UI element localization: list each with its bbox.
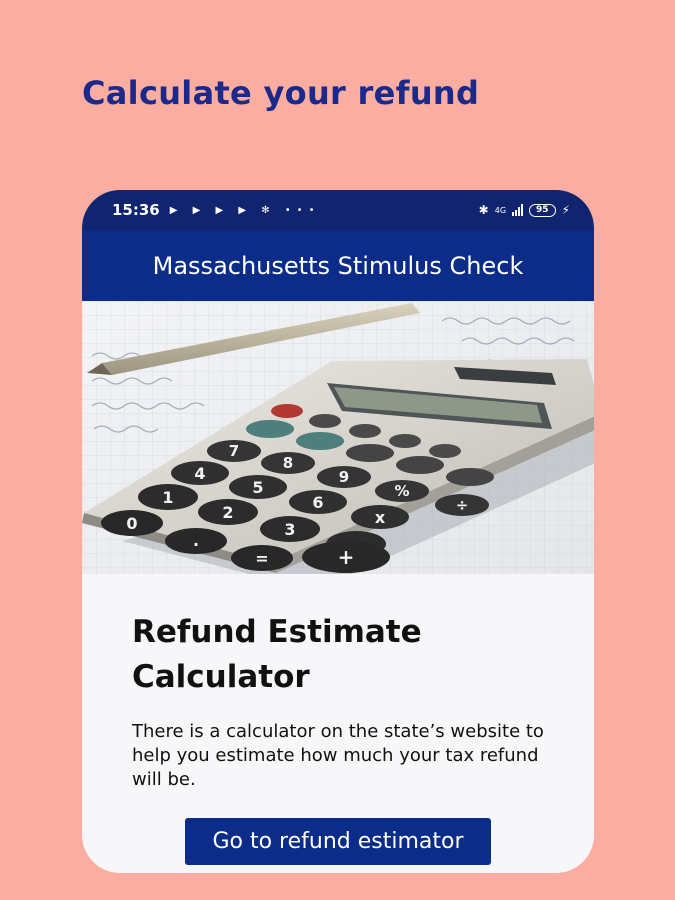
key-multiply: x <box>374 508 386 527</box>
key-7: 7 <box>228 442 240 460</box>
status-time: 15:36 <box>112 201 160 219</box>
app-bar <box>82 230 594 301</box>
calculator-illustration <box>82 301 594 574</box>
key-6: 6 <box>312 493 324 512</box>
key-plus: + <box>337 545 355 569</box>
status-bar <box>82 190 594 230</box>
key-8: 8 <box>282 454 294 472</box>
key-5: 5 <box>252 478 264 497</box>
charging-icon: ⚡ <box>561 203 570 217</box>
key-4: 4 <box>194 464 206 483</box>
bluetooth-icon: ✱ <box>478 203 489 217</box>
app-bar-title: Massachusetts Stimulus Check <box>152 251 524 280</box>
signal-icon <box>512 204 523 216</box>
battery-icon: 95 <box>529 204 556 217</box>
network-label: 4G <box>494 205 507 215</box>
status-right <box>479 203 570 217</box>
key-equals: = <box>255 549 269 568</box>
promo-title: Calculate your refund <box>82 74 480 112</box>
key-percent: % <box>394 482 410 500</box>
phone-frame <box>82 190 594 873</box>
key-1: 1 <box>162 488 174 507</box>
card-body: There is a calculator on the state’s website to help you estimate how much your tax refund will be. <box>132 721 544 790</box>
key-3: 3 <box>284 520 296 539</box>
key-9: 9 <box>338 468 350 486</box>
key-0: 0 <box>126 514 138 533</box>
key-divide: ÷ <box>455 496 469 514</box>
key-2: 2 <box>222 503 234 522</box>
notification-icons: ▶ ▶ ▶ ▶ ✻ ••• <box>169 204 321 216</box>
hero-image <box>82 301 594 574</box>
card-title: Refund Estimate Calculator <box>132 614 422 695</box>
key-dot: . <box>192 531 200 550</box>
refund-estimator-button[interactable]: Go to refund estimator <box>185 818 491 865</box>
